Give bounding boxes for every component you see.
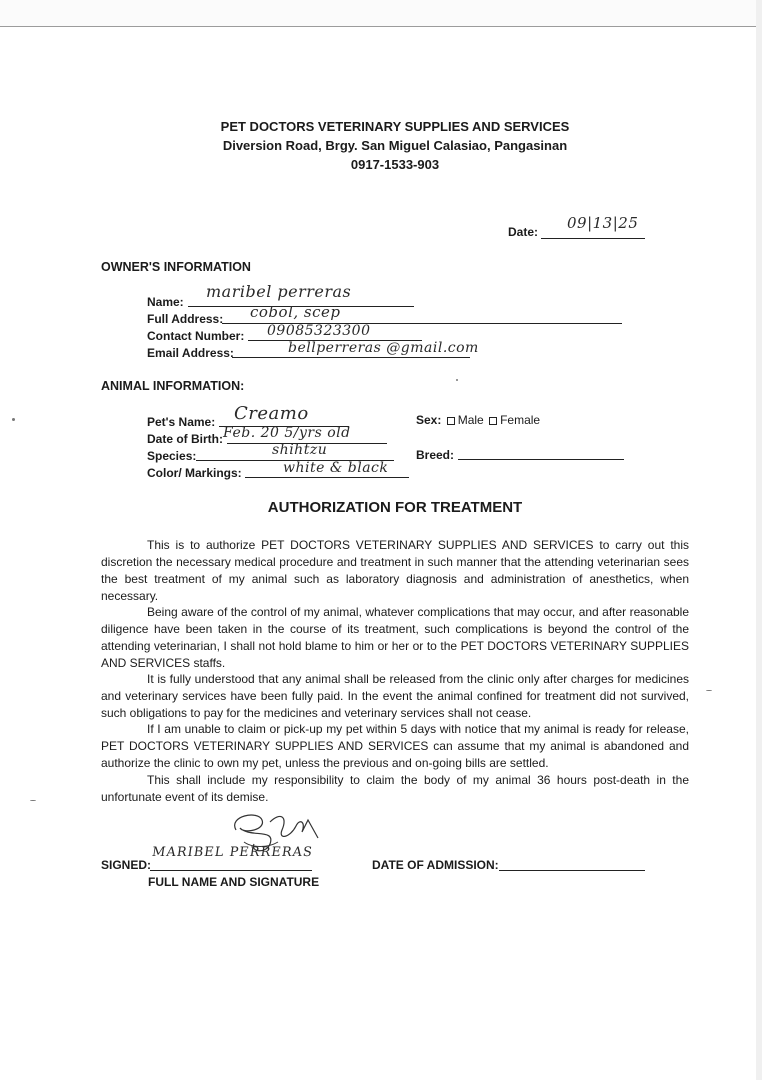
- pet-name-value[interactable]: Creamo: [234, 403, 309, 424]
- scan-speck: [12, 418, 15, 421]
- email-line: [232, 357, 470, 358]
- scan-speck: [456, 379, 458, 381]
- authorization-paragraph-4: If I am unable to claim or pick-up my pet within 5 days with notice that my animal is ready for release, PET DOCTORS VETERINARY SUPPLIES AND SERVICES can assume that my animal is abandoned and authorize the clinic to own my pet, unless the previous and on-going bills are settled.: [101, 722, 689, 770]
- signature-caption: FULL NAME AND SIGNATURE: [148, 875, 320, 889]
- male-checkbox[interactable]: [447, 417, 455, 425]
- female-option-label: Female: [500, 413, 541, 427]
- authorization-paragraph-5: This shall include my responsibility to claim the body of my animal 36 hours post-death in the unfortunate event of its demise.: [101, 773, 689, 804]
- address-label: Full Address:: [147, 312, 224, 326]
- scan-speck: [30, 800, 36, 801]
- male-option-label: Male: [457, 413, 484, 427]
- species-value[interactable]: shihtzu: [272, 442, 328, 458]
- authorization-title: AUTHORIZATION FOR TREATMENT: [267, 499, 523, 516]
- color-value[interactable]: white & black: [283, 460, 389, 476]
- scan-edge: [0, 0, 762, 27]
- scan-speck: [706, 690, 712, 691]
- animal-section-title: ANIMAL INFORMATION:: [101, 379, 245, 393]
- dob-value[interactable]: Feb. 20 5/yrs old: [223, 425, 351, 441]
- owner-section-title: OWNER'S INFORMATION: [101, 260, 251, 274]
- date-value[interactable]: 09|13|25: [567, 214, 639, 232]
- company-phone: 0917-1533-903: [350, 157, 440, 172]
- authorization-paragraph-1: This is to authorize PET DOCTORS VETERINARY SUPPLIES AND SERVICES to carry out this discretion the necessary medical procedure and treatment in such manner that the attending veterinarian sees the best treatment of my animal such as laboratory diagnosis and administration of anesthetics, when necessary.: [101, 538, 689, 603]
- contact-label: Contact Number:: [147, 329, 245, 343]
- scan-edge-right: [756, 0, 762, 1080]
- signature-scribble: [158, 808, 338, 870]
- authorization-paragraph-3: It is fully understood that any animal shall be released from the clinic only after charges for medicines and veterinary services have been fully paid. In the event the animal confined for treatment did not survived, such obligations to pay for the medicines and veterinary services shall not cease.: [101, 672, 689, 720]
- breed-label: Breed:: [416, 448, 455, 462]
- name-label: Name:: [147, 295, 184, 309]
- female-checkbox[interactable]: [489, 417, 497, 425]
- dob-label: Date of Birth:: [147, 432, 223, 446]
- company-name: PET DOCTORS VETERINARY SUPPLIES AND SERVICES: [220, 119, 570, 134]
- owner-address-value[interactable]: cobol, scep: [250, 303, 341, 321]
- date-label: Date:: [508, 225, 539, 239]
- color-line: [245, 477, 409, 478]
- email-label: Email Address:: [147, 346, 234, 360]
- pet-name-label: Pet's Name:: [147, 415, 216, 429]
- owner-contact-value[interactable]: 09085323300: [267, 323, 371, 339]
- company-address: Diversion Road, Brgy. San Miguel Calasiao, Pangasinan: [222, 138, 568, 153]
- signed-name[interactable]: MARIBEL PERRERAS: [150, 845, 314, 860]
- color-label: Color/ Markings:: [147, 466, 242, 480]
- breed-line[interactable]: [458, 459, 624, 460]
- authorization-paragraph-2: Being aware of the control of my animal, whatever complications that may occur, and after reasonable diligence have been taken in the course of its treatment, such complications is beyond the control of the attending veterinarian, I shall not hold blame to him or her or to the PET DOCTORS VETERINARY SUPPLIES AND SERVICES staffs.: [101, 605, 689, 670]
- sex-label: Sex:: [416, 413, 442, 427]
- admission-line[interactable]: [499, 870, 645, 871]
- sex-field: [416, 413, 540, 427]
- species-label: Species:: [147, 449, 197, 463]
- admission-label: DATE OF ADMISSION:: [372, 858, 499, 872]
- date-line: [541, 238, 645, 239]
- signed-label: SIGNED:: [101, 858, 152, 872]
- signature-line: [150, 870, 312, 871]
- owner-name-value[interactable]: maribel perreras: [206, 282, 352, 301]
- owner-email-value[interactable]: bellperreras @gmail.com: [288, 340, 479, 356]
